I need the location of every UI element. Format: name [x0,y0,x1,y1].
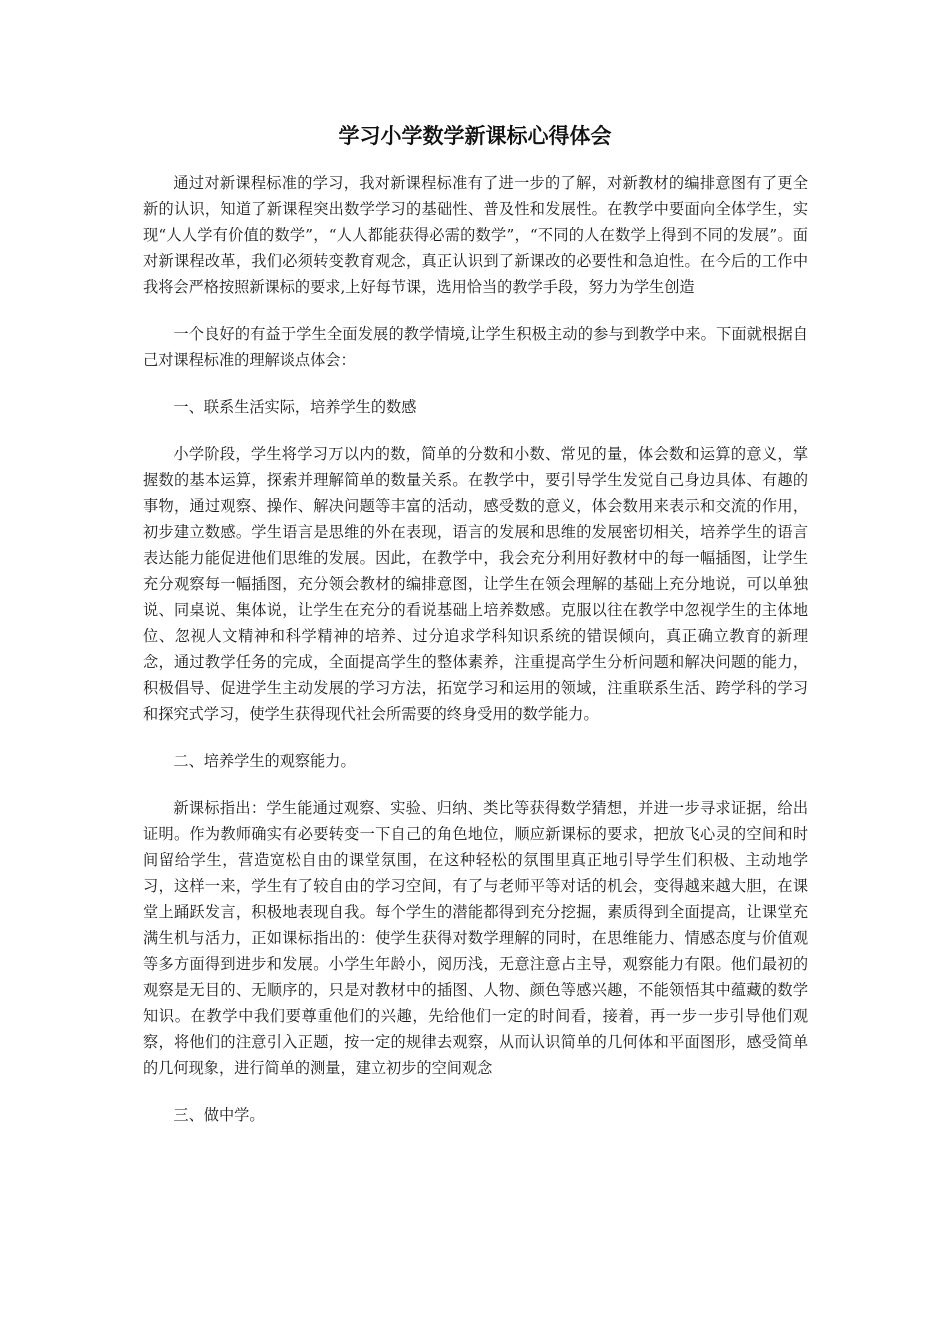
paragraph-section-2: 新课标指出：学生能通过观察、实验、归纳、类比等获得数学猜想，并进一步寻求证据，给出证明。作为教师确实有必要转变一下自己的角色地位，顺应新课标的要求，把放飞心灵的空间和时间留给学生，营造宽松自由的课堂氛围，在这种轻松的氛围里真正地引导学生们积极、主动地学习，这样一来，学生有了较自由的学习空间，有了与老师平等对话的机会，变得越来越大胆，在课堂上踊跃发言，积极地表现自我。每个学生的潜能都得到充分挖掘，素质得到全面提高，让课堂充满生机与活力，正如课标指出的：使学生获得对数学理解的同时，在思维能力、情感态度与价值观等多方面得到进步和发展。小学生年龄小，阅历浅，无意注意占主导，观察能力有限。他们最初的观察是无目的、无顺序的，只是对教材中的插图、人物、颜色等感兴趣，不能领悟其中蕴藏的数学知识。在教学中我们要尊重他们的兴趣，先给他们一定的时间看，接着，再一步一步引导他们观察，将他们的注意引入正题，按一定的规律去观察，从而认识简单的几何体和平面图形，感受简单的几何现象，进行简单的测量，建立初步的空间观念 [143,799,808,1077]
paragraph-section-1: 小学阶段，学生将学习万以内的数，简单的分数和小数、常见的量，体会数和运算的意义，掌握数的基本运算，探索并理解简单的数量关系。在教学中，要引导学生发觉自己身边具体、有趣的事物，通过观察、操作、解决问题等丰富的活动，感受数的意义，体会数用来表示和交流的作用，初步建立数感。学生语言是思维的外在表现，语言的发展和思维的发展密切相关，培养学生的语言表达能力能促进他们思维的发展。因此，在教学中，我会充分利用好教材中的每一幅插图，让学生充分观察每一幅插图，充分领会教材的编排意图，让学生在领会理解的基础上充分地说，可以单独说、同桌说、集体说，让学生在充分的看说基础上培养数感。克服以往在教学中忽视学生的主体地位、忽视人文精神和科学精神的培养、过分追求学科知识系统的错误倾向，真正确立教育的新理念，通过教学任务的完成，全面提高学生的整体素养，注重提高学生分析问题和解决问题的能力，积极倡导、促进学生主动发展的学习方法，拓宽学习和运用的领域，注重联系生活、跨学科的学习和探究式学习，使学生获得现代社会所需要的终身受用的数学能力。 [143,445,808,723]
paragraph-context: 一个良好的有益于学生全面发展的教学情境,让学生积极主动的参与到教学中来。下面就根据自己对课程标准的理解谈点体会： [143,325,808,369]
document-body [143,170,808,1149]
section-heading-3: 三、做中学。 [173,1106,265,1124]
paragraph-intro: 通过对新课程标准的学习，我对新课程标准有了进一步的了解，对新教材的编排意图有了更全新的认识，知道了新课程突出数学学习的基础性、普及性和发展性。在教学中要面向全体学生，实现“人人学有价值的数学”，“人人都能获得必需的数学”，“不同的人在数学上得到不同的发展”。面对新课程改革，我们必须转变教育观念，真正认识到了新课改的必要性和急迫性。在今后的工作中我将会严格按照新课标的要求,上好每节课，选用恰当的教学手段，努力为学生创造 [143,174,808,296]
section-heading-2: 二、培养学生的观察能力。 [173,752,356,770]
document-title: 学习小学数学新课标心得体会 [338,124,612,148]
section-heading-1: 一、联系生活实际，培养学生的数感 [173,398,417,416]
